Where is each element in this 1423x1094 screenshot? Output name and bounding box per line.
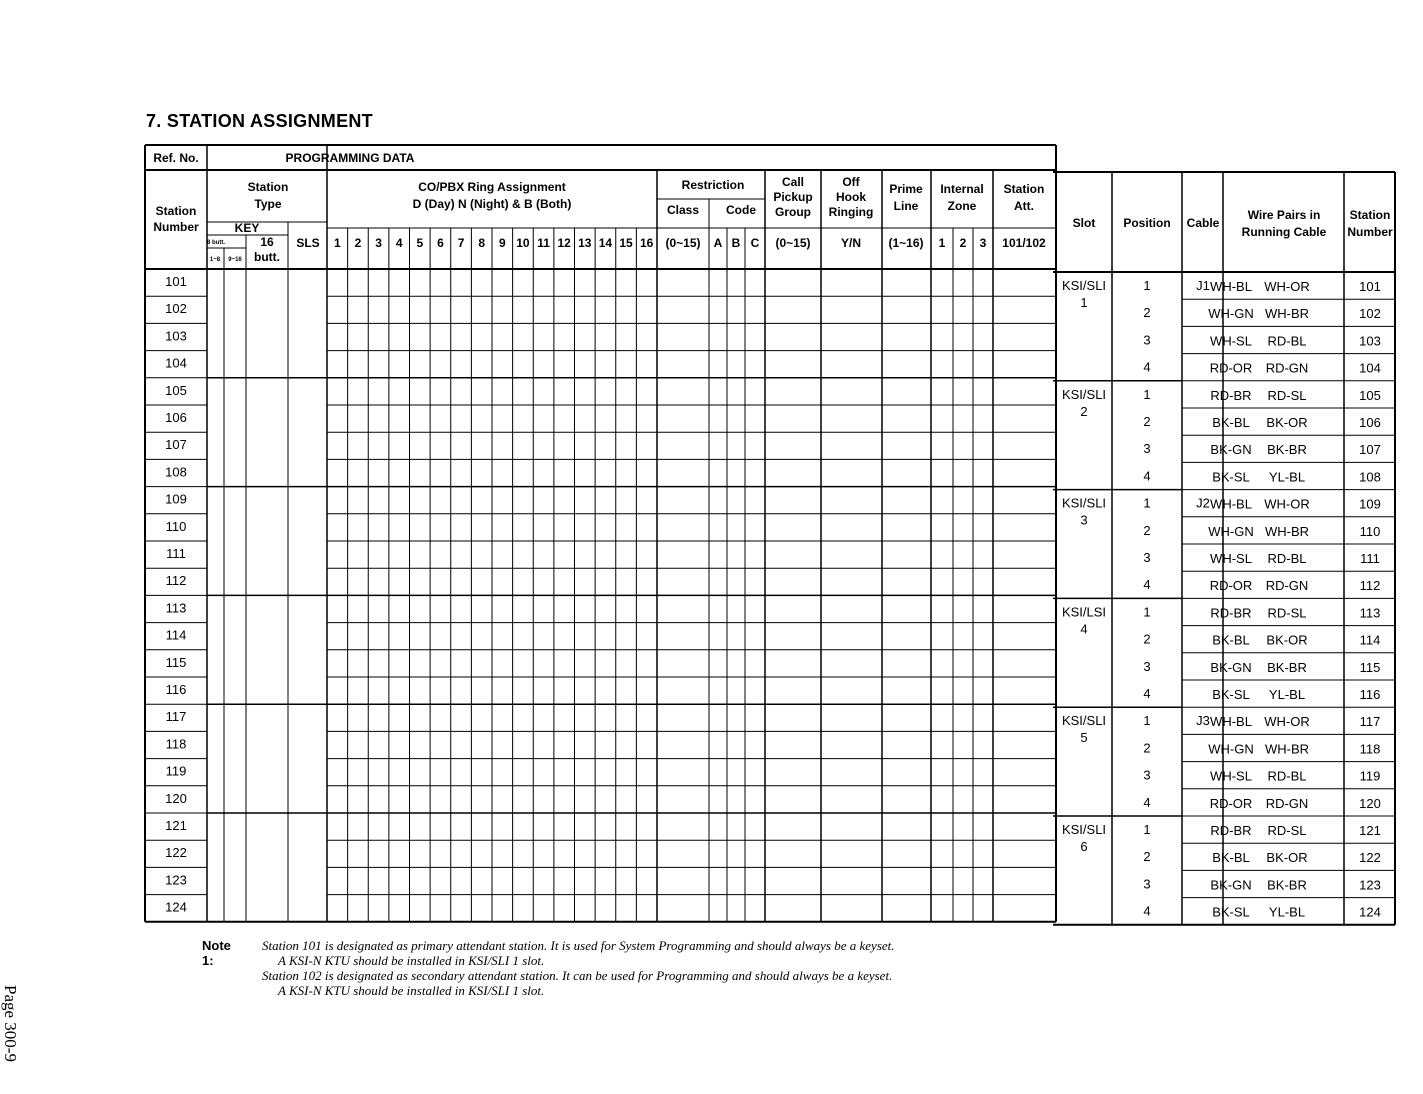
wire-pair-cell: WH-BR (1264, 523, 1310, 539)
slot-name-cell: KSI/LSI (1061, 604, 1107, 620)
station-number-right-cell: 113 (1359, 605, 1381, 621)
station-number-cell: 116 (165, 682, 187, 697)
station-number-right-cell: 124 (1359, 904, 1381, 920)
station-number-right-cell: 115 (1359, 659, 1381, 675)
station-number-cell: 119 (165, 763, 187, 779)
wire-pair-cell: WH-SL (1210, 768, 1252, 784)
wire-pair-cell: RD-OR (1209, 578, 1253, 594)
station-number-right-cell: 110 (1359, 523, 1381, 539)
slot-number-cell: 2 (1080, 403, 1088, 419)
wire-pair-cell: WH-OR (1264, 714, 1310, 730)
call-pickup-label: Group (775, 205, 811, 219)
wire-pair-cell: YL-BL (1268, 904, 1306, 920)
prime-range-label: (1~16) (888, 236, 924, 250)
station-number-right-cell: 119 (1359, 768, 1381, 784)
station-number-right-cell: 111 (1360, 551, 1380, 566)
wire-pair-cell: WH-SL (1210, 333, 1252, 349)
station-number-cell: 113 (165, 600, 187, 616)
internal-zone-label: Zone (947, 199, 977, 213)
station-number-cell: 122 (165, 845, 187, 861)
station-number-right-cell: 103 (1359, 333, 1381, 349)
position-cell: 2 (1143, 849, 1151, 865)
station-number-cell: 109 (165, 491, 187, 507)
wire-pairs-label: Wire Pairs in (1247, 208, 1321, 222)
slot-name-cell: KSI/SLI (1061, 822, 1107, 837)
wire-pair-cell: BK-SL (1212, 469, 1250, 485)
wire-pair-cell: RD-OR (1209, 360, 1253, 376)
position-cell: 3 (1143, 658, 1151, 674)
code-label: Code (726, 203, 756, 217)
slot-name-cell: KSI/SLI (1061, 713, 1107, 729)
position-cell: 1 (1143, 495, 1151, 511)
restriction-label: Restriction (681, 178, 745, 192)
wire-pair-cell: WH-GN (1208, 306, 1254, 322)
position-cell: 3 (1143, 441, 1151, 457)
sls-label: SLS (296, 236, 320, 250)
position-cell: 4 (1143, 794, 1151, 810)
position-cell: 1 (1143, 278, 1151, 293)
position-cell: 3 (1143, 876, 1151, 892)
wire-pair-cell: BK-GN (1210, 442, 1252, 458)
off-hook-value-label: Y/N (840, 236, 862, 250)
slot-name-cell: KSI/SLI (1061, 495, 1107, 511)
station-number-right-cell: 114 (1359, 632, 1381, 648)
station-number-right-cell: 121 (1359, 823, 1381, 838)
ring-number-label: 2 (354, 236, 362, 250)
ring-number-label: 6 (437, 236, 444, 250)
wire-pair-cell: BK-OR (1266, 632, 1308, 648)
zone-col-label: 3 (979, 236, 987, 250)
station-number-label: Number (153, 220, 199, 234)
wire-pair-cell: RD-BR (1210, 823, 1252, 838)
wire-pair-cell: BK-OR (1266, 850, 1308, 866)
station-number-cell: 105 (165, 382, 187, 398)
station-number-right-cell: 116 (1359, 687, 1381, 702)
wire-pair-cell: RD-GN (1265, 795, 1309, 811)
station-type-label: Station (247, 180, 289, 194)
position-cell: 1 (1143, 386, 1151, 402)
ring-number-label: 4 (395, 236, 403, 250)
station-att-value-label: 101/102 (1002, 236, 1046, 250)
ring-number-label: 9 (498, 236, 506, 250)
key-16-label: butt. (254, 250, 280, 264)
key-8butt-label: 8 butt. (207, 240, 225, 246)
code-col-label: A (713, 236, 723, 250)
station-number-cell: 121 (165, 818, 187, 833)
note-line: A KSI-N KTU should be installed in KSI/SLI 1 slot. (278, 983, 545, 998)
station-number-right-cell: 101 (1359, 279, 1381, 294)
ring-number-label: 3 (375, 236, 382, 250)
station-number-right-label: Number (1347, 225, 1393, 239)
wire-pair-cell: WH-BR (1264, 306, 1310, 322)
position-cell: 4 (1143, 577, 1151, 593)
ring-number-label: 15 (619, 236, 633, 250)
station-number-right-cell: 106 (1359, 415, 1381, 430)
cable-cell: J2 (1196, 495, 1210, 511)
position-cell: 4 (1143, 686, 1151, 701)
position-cell: 2 (1143, 740, 1151, 756)
station-number-cell: 106 (165, 410, 187, 425)
ring-assignment-label: D (Day) N (Night) & B (Both) (412, 197, 572, 211)
key-16-label: 16 (260, 235, 274, 249)
ring-number-label: 16 (640, 236, 654, 250)
note-line: A KSI-N KTU should be installed in KSI/SLI 1 slot. (278, 953, 545, 968)
station-number-right-cell: 108 (1359, 469, 1381, 485)
station-number-right-cell: 112 (1359, 578, 1381, 594)
position-cell: 2 (1143, 631, 1151, 647)
prime-line-label: Prime (889, 182, 923, 196)
slot-name-cell: KSI/SLI (1061, 386, 1107, 402)
wire-pair-cell: BK-BL (1212, 415, 1250, 430)
station-number-right-cell: 104 (1359, 360, 1381, 376)
wire-pair-cell: RD-BL (1267, 333, 1307, 349)
slot-name-cell: KSI/SLI (1061, 278, 1107, 293)
slot-number-cell: 4 (1080, 621, 1088, 637)
wire-pair-cell: YL-BL (1268, 469, 1306, 485)
note-line: Station 102 is designated as secondary attendant station. It can be used for Programming and should always be a keyset. (262, 968, 893, 983)
wire-pair-cell: RD-GN (1265, 360, 1309, 376)
station-number-right-cell: 102 (1359, 306, 1381, 322)
ring-number-label: 8 (478, 236, 486, 250)
position-cell: 2 (1143, 305, 1151, 321)
wire-pair-cell: WH-BL (1210, 714, 1252, 730)
code-col-label: B (731, 236, 741, 250)
prime-line-label: Line (893, 199, 919, 213)
station-number-label: Station (155, 204, 197, 218)
page-number: Page 300-9 (1, 985, 20, 1062)
station-number-cell: 118 (165, 736, 187, 752)
programming-data-label: PROGRAMMING DATA (285, 151, 415, 165)
cable-label: Cable (1186, 216, 1220, 230)
station-number-cell: 110 (165, 518, 187, 534)
wire-pair-cell: BK-SL (1212, 904, 1250, 920)
position-cell: 1 (1143, 713, 1151, 729)
ring-number-label: 10 (516, 236, 530, 250)
position-cell: 3 (1143, 767, 1151, 783)
off-hook-label: Ringing (828, 205, 874, 219)
ring-number-label: 11 (537, 236, 550, 250)
station-number-right-cell: 117 (1359, 714, 1381, 730)
station-number-cell: 107 (165, 437, 187, 453)
wire-pair-cell: BK-BR (1267, 442, 1307, 458)
code-col-label: C (750, 236, 760, 250)
slot-label: Slot (1072, 216, 1096, 230)
call-pickup-label: Call (781, 175, 805, 189)
ring-number-label: 5 (416, 236, 424, 250)
wire-pair-cell: RD-GN (1265, 578, 1309, 594)
note-label: Note 1: (202, 938, 231, 968)
slot-number-cell: 5 (1080, 730, 1088, 746)
call-pickup-label: Pickup (773, 190, 813, 204)
position-cell: 4 (1143, 903, 1151, 919)
station-number-cell: 101 (165, 274, 187, 289)
class-label: Class (666, 203, 700, 217)
wire-pair-cell: WH-GN (1208, 741, 1254, 757)
station-number-cell: 120 (165, 790, 187, 806)
wire-pair-cell: RD-BL (1267, 768, 1307, 784)
wire-pair-cell: BK-OR (1266, 415, 1308, 430)
off-hook-label: Hook (836, 190, 866, 204)
cable-cell: J3 (1196, 713, 1210, 729)
wire-pair-cell: BK-GN (1210, 659, 1252, 675)
ref-no-label: Ref. No. (153, 151, 199, 165)
position-cell: 4 (1143, 359, 1151, 375)
station-number-cell: 102 (165, 301, 187, 317)
station-number-cell: 112 (165, 573, 187, 589)
wire-pair-cell: RD-SL (1267, 387, 1307, 403)
position-cell: 2 (1143, 414, 1151, 429)
station-number-cell: 124 (165, 899, 187, 915)
station-att-label: Att. (1014, 199, 1034, 213)
internal-zone-label: Internal (940, 182, 984, 196)
slot-number-cell: 6 (1080, 839, 1088, 854)
note-line: Station 101 is designated as primary attendant station. It is used for System Programming and should always be a keyset. (262, 938, 895, 953)
key-label: KEY (234, 221, 260, 235)
ring-number-label: 7 (457, 236, 465, 250)
station-number-cell: 114 (165, 627, 187, 643)
wire-pair-cell: BK-SL (1212, 687, 1250, 702)
station-number-right-label: Station (1349, 208, 1391, 222)
slot-number-cell: 3 (1080, 512, 1088, 528)
wire-pair-cell: RD-BR (1210, 387, 1252, 403)
wire-pair-cell: WH-BR (1264, 741, 1310, 757)
wire-pair-cell: BK-BL (1212, 850, 1250, 866)
position-cell: 4 (1143, 468, 1151, 484)
wire-pairs-label: Running Cable (1241, 225, 1327, 239)
cable-cell: J1 (1196, 278, 1210, 293)
wire-pair-cell: WH-BL (1210, 496, 1252, 512)
ring-number-label: 14 (598, 236, 613, 250)
ring-number-label: 1 (333, 236, 341, 250)
station-number-right-cell: 109 (1359, 496, 1381, 512)
wire-pair-cell: WH-OR (1264, 496, 1310, 512)
station-number-right-cell: 122 (1359, 850, 1381, 866)
wire-pair-cell: BK-BL (1212, 632, 1250, 648)
station-number-cell: 111 (166, 546, 186, 561)
key-9-16-label: 9~16 (228, 257, 242, 263)
ring-number-label: 13 (578, 236, 592, 250)
station-number-right-cell: 105 (1359, 387, 1381, 403)
wire-pair-cell: RD-SL (1267, 823, 1307, 838)
wire-pair-cell: BK-BR (1267, 877, 1307, 893)
position-label: Position (1123, 216, 1171, 230)
station-number-right-cell: 107 (1359, 442, 1381, 458)
position-cell: 1 (1143, 604, 1151, 620)
wire-pair-cell: RD-SL (1267, 605, 1307, 621)
key-1-8-label: 1~8 (209, 257, 221, 263)
station-number-cell: 123 (165, 872, 187, 888)
wire-pair-cell: WH-BL (1210, 279, 1252, 294)
wire-pair-cell: BK-GN (1210, 877, 1252, 893)
position-cell: 2 (1143, 522, 1151, 538)
wire-pair-cell: RD-BL (1267, 551, 1307, 566)
zone-col-label: 1 (938, 236, 946, 250)
wire-pair-cell: RD-BR (1210, 605, 1252, 621)
wire-pair-cell: YL-BL (1268, 687, 1306, 702)
wire-pair-cell: BK-BR (1267, 659, 1307, 675)
ring-number-label: 12 (557, 236, 571, 250)
class-range-label: (0~15) (665, 236, 701, 250)
wire-pair-cell: WH-SL (1210, 551, 1252, 566)
call-pickup-range-label: (0~15) (775, 236, 811, 250)
station-number-cell: 103 (165, 328, 187, 344)
station-number-cell: 115 (165, 654, 187, 670)
page-title: 7. STATION ASSIGNMENT (146, 111, 373, 131)
wire-pair-cell: RD-OR (1209, 795, 1253, 811)
station-number-right-cell: 118 (1359, 741, 1381, 757)
station-number-right-cell: 120 (1359, 795, 1381, 811)
zone-col-label: 2 (959, 236, 967, 250)
position-cell: 3 (1143, 332, 1151, 348)
station-number-cell: 104 (165, 355, 187, 371)
ring-assignment-label: CO/PBX Ring Assignment (418, 180, 566, 194)
position-cell: 3 (1143, 550, 1151, 565)
station-number-cell: 108 (165, 464, 187, 480)
slot-number-cell: 1 (1080, 295, 1088, 310)
station-att-label: Station (1003, 182, 1045, 196)
station-number-cell: 117 (165, 709, 187, 725)
station-number-right-cell: 123 (1359, 877, 1381, 893)
off-hook-label: Off (842, 175, 860, 189)
position-cell: 1 (1143, 822, 1151, 837)
station-type-label: Type (254, 197, 282, 211)
wire-pair-cell: WH-OR (1264, 279, 1310, 294)
wire-pair-cell: WH-GN (1208, 523, 1254, 539)
